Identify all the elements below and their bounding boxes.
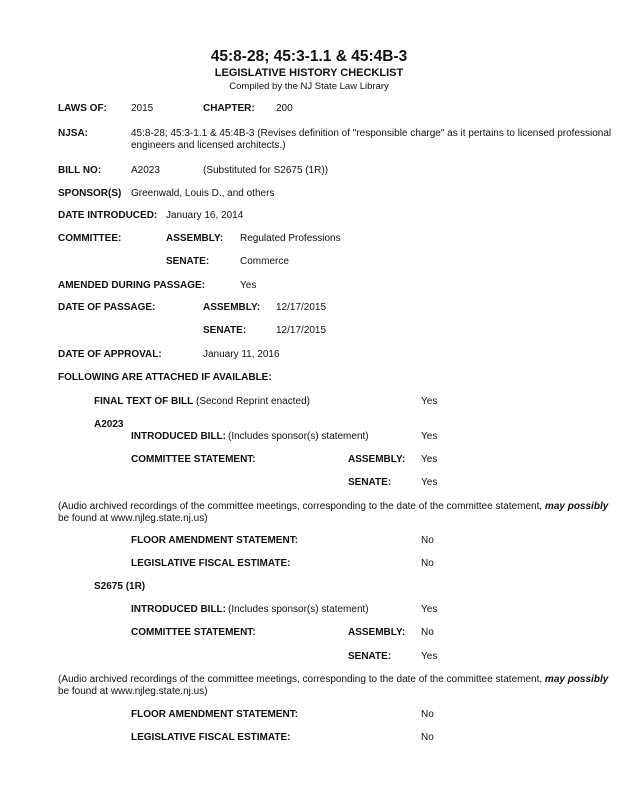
final-text-value: Yes xyxy=(421,396,438,407)
s2675-audio-note-line1 xyxy=(58,674,608,686)
s2675-audio-note-emphasis: may possibly xyxy=(544,674,609,685)
a2023-audio-note-emphasis: may possibly xyxy=(544,501,609,512)
laws-of-label: LAWS OF: xyxy=(58,103,107,114)
passage-assembly-label: ASSEMBLY: xyxy=(203,302,261,313)
a2023-introduced-label: INTRODUCED BILL: xyxy=(131,431,226,442)
s2675-fiscal-value: No xyxy=(421,732,434,743)
s2675-assembly-label: ASSEMBLY: xyxy=(348,627,406,638)
a2023-assembly-value: Yes xyxy=(421,454,438,465)
passage-senate-value: 12/17/2015 xyxy=(276,325,327,336)
committee-label: COMMITTEE: xyxy=(58,233,122,244)
a2023-senate-value: Yes xyxy=(421,477,438,488)
attached-heading: FOLLOWING ARE ATTACHED IF AVAILABLE: xyxy=(58,372,272,383)
passage-senate-label: SENATE: xyxy=(203,325,247,336)
amended-value: Yes xyxy=(240,280,257,291)
a2023-audio-note-line2: be found at www.njleg.state.nj.us) xyxy=(58,513,208,524)
s2675-introduced-note: (Includes sponsor(s) statement) xyxy=(228,604,369,615)
a2023-floor-value: No xyxy=(421,535,434,546)
a2023-introduced-value: Yes xyxy=(421,431,438,442)
bill-no-value: A2023 xyxy=(131,165,160,176)
s2675-audio-note-text: (Audio archived recordings of the committee meetings, corresponding to the date of the committee statement, xyxy=(58,674,545,685)
s2675-audio-note-line2: be found at www.njleg.state.nj.us) xyxy=(58,686,208,697)
bill-no-label: BILL NO: xyxy=(58,165,102,176)
a2023-assembly-label: ASSEMBLY: xyxy=(348,454,406,465)
committee-assembly-value: Regulated Professions xyxy=(240,233,341,244)
committee-senate-label: SENATE: xyxy=(166,256,210,267)
date-introduced-label: DATE INTRODUCED: xyxy=(58,210,158,221)
final-text-label: FINAL TEXT OF BILL xyxy=(94,396,194,407)
chapter-label: CHAPTER: xyxy=(203,103,255,114)
njsa-label: NJSA: xyxy=(58,128,89,139)
a2023-audio-note-line1 xyxy=(58,501,608,513)
a2023-audio-note-text: (Audio archived recordings of the committee meetings, corresponding to the date of the committee statement, xyxy=(58,501,545,512)
committee-assembly-label: ASSEMBLY: xyxy=(166,233,224,244)
s2675-introduced-value: Yes xyxy=(421,604,438,615)
s2675-introduced-label: INTRODUCED BILL: xyxy=(131,604,226,615)
sponsors-label: SPONSOR(S) xyxy=(58,188,122,199)
s2675-heading: S2675 (1R) xyxy=(94,581,146,592)
page-title: 45:8-28; 45:3-1.1 & 45:4B-3 xyxy=(210,48,408,65)
s2675-floor-value: No xyxy=(421,709,434,720)
approval-label: DATE OF APPROVAL: xyxy=(58,349,162,360)
chapter-value: 200 xyxy=(276,103,293,114)
s2675-fiscal-label: LEGISLATIVE FISCAL ESTIMATE: xyxy=(131,732,291,743)
final-text-note: (Second Reprint enacted) xyxy=(196,396,310,407)
sponsors-value: Greenwald, Louis D., and others xyxy=(131,188,275,199)
approval-value: January 11, 2016 xyxy=(203,349,280,360)
a2023-committee-statement-label: COMMITTEE STATEMENT: xyxy=(131,454,256,465)
compiled-by: Compiled by the NJ State Law Library xyxy=(229,81,389,92)
a2023-fiscal-label: LEGISLATIVE FISCAL ESTIMATE: xyxy=(131,558,291,569)
a2023-fiscal-value: No xyxy=(421,558,434,569)
page-subtitle: LEGISLATIVE HISTORY CHECKLIST xyxy=(214,67,404,79)
a2023-senate-label: SENATE: xyxy=(348,477,392,488)
s2675-floor-label: FLOOR AMENDMENT STATEMENT: xyxy=(131,709,299,720)
bill-no-note: (Substituted for S2675 (1R)) xyxy=(203,165,329,176)
amended-label: AMENDED DURING PASSAGE: xyxy=(58,280,206,291)
s2675-assembly-value: No xyxy=(421,627,434,638)
a2023-introduced-note: (Includes sponsor(s) statement) xyxy=(228,431,369,442)
s2675-committee-statement-label: COMMITTEE STATEMENT: xyxy=(131,627,256,638)
passage-assembly-value: 12/17/2015 xyxy=(276,302,327,313)
a2023-heading: A2023 xyxy=(94,419,124,430)
njsa-value-line1: 45:8-28; 45:3-1.1 & 45:4B-3 (Revises definition of "responsible charge" as it pertains to licensed professional xyxy=(131,128,612,139)
passage-label: DATE OF PASSAGE: xyxy=(58,302,156,313)
s2675-senate-value: Yes xyxy=(421,651,438,662)
a2023-floor-label: FLOOR AMENDMENT STATEMENT: xyxy=(131,535,299,546)
njsa-value-line2: engineers and licensed architects.) xyxy=(131,140,286,151)
laws-of-value: 2015 xyxy=(131,103,154,114)
date-introduced-value: January 16, 2014 xyxy=(166,210,244,221)
committee-senate-value: Commerce xyxy=(240,256,289,267)
s2675-senate-label: SENATE: xyxy=(348,651,392,662)
